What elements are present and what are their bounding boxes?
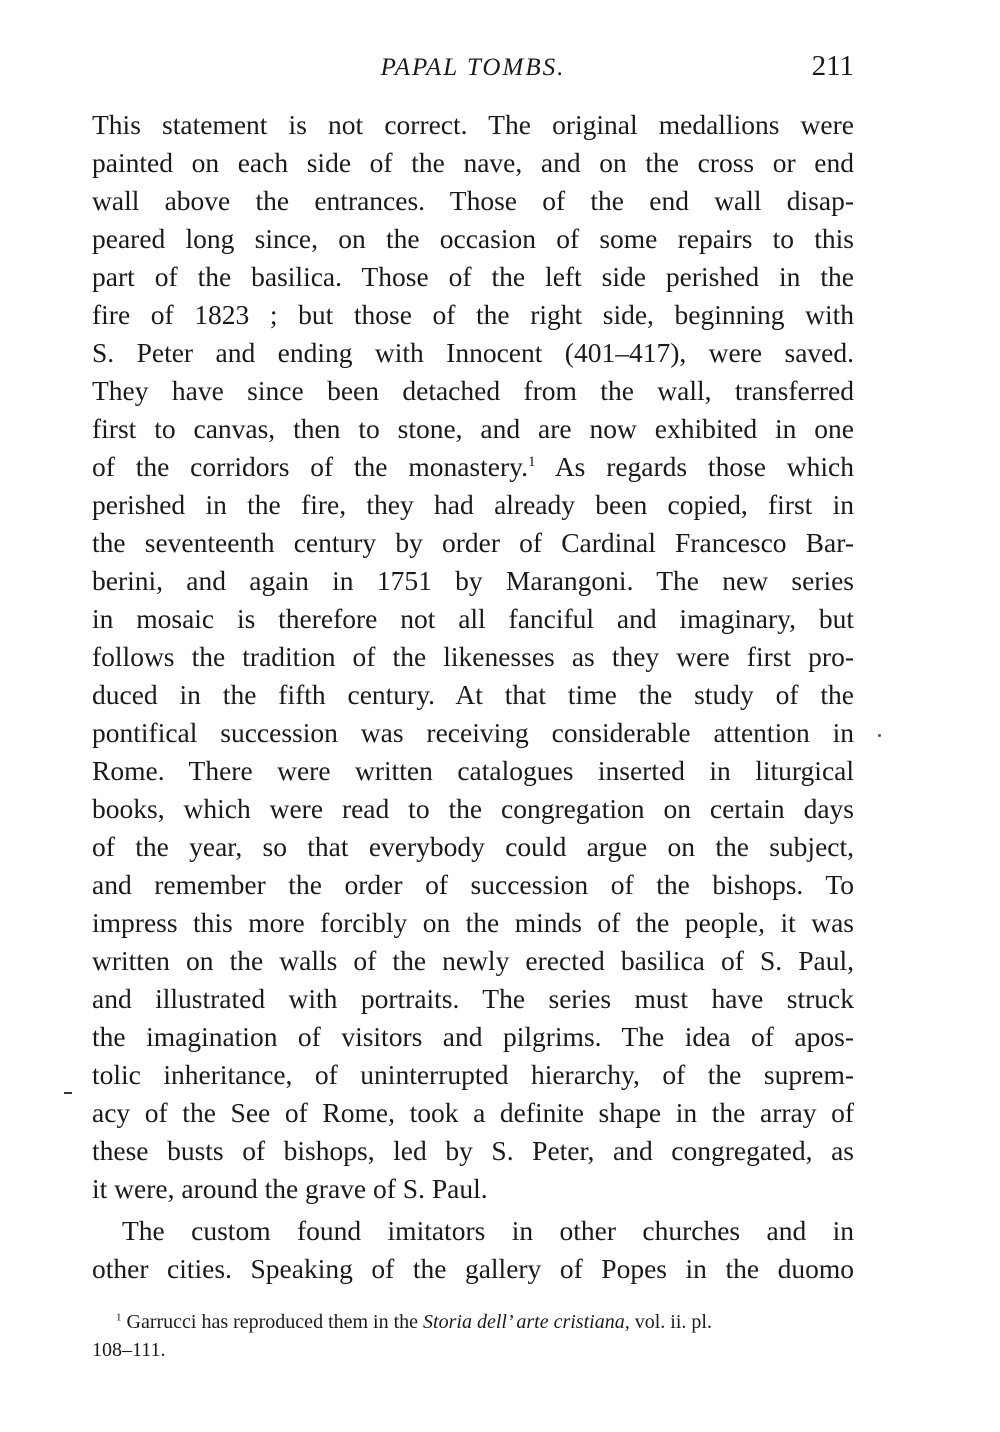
footnote-line: 108–111. xyxy=(92,1339,166,1361)
footnote-line xyxy=(92,1308,854,1336)
text-line: berini, and again in 1751 by Marangoni. The new series xyxy=(92,565,854,596)
text-line: Rome. There were written catalogues inserted in liturgical xyxy=(92,755,854,786)
text-line: The custom found imitators in other churches and in xyxy=(122,1215,854,1246)
text-line: impress this more forcibly on the minds of the people, it was xyxy=(92,907,854,938)
footnote-text: vol. ii. pl. xyxy=(629,1311,712,1333)
text-line: and illustrated with portraits. The series must have struck xyxy=(92,983,854,1014)
text-line: duced in the fifth century. At that time the study of the xyxy=(92,679,854,710)
text-line: it were, around the grave of S. Paul. xyxy=(92,1173,488,1204)
text-line-with-footnote-ref xyxy=(92,448,854,486)
text-line: perished in the fire, they had already been copied, first in xyxy=(92,489,854,520)
running-head: PAPAL TOMBS. xyxy=(380,54,566,81)
text-line: S. Peter and ending with Innocent (401–417), were saved. xyxy=(92,337,854,368)
text-line: painted on each side of the nave, and on the cross or end xyxy=(92,147,854,178)
footnote-title: Storia dell’ arte cristiana, xyxy=(423,1311,630,1333)
text-line: fire of 1823 ; but those of the right side, beginning with xyxy=(92,299,854,330)
text-fragment: of the corridors of the monastery. xyxy=(92,451,528,482)
margin-mark xyxy=(64,1092,72,1094)
footnote-reference: 1 xyxy=(527,453,536,470)
text-line: first to canvas, then to stone, and are now exhibited in one xyxy=(92,413,854,444)
text-line: in mosaic is therefore not all fanciful and imaginary, but xyxy=(92,603,854,634)
text-line: tolic inheritance, of uninterrupted hierarchy, of the suprem- xyxy=(92,1059,854,1090)
text-line: wall above the entrances. Those of the end wall disap- xyxy=(92,185,854,216)
footnote-marker: 1 xyxy=(116,1311,122,1324)
text-line: pontifical succession was receiving considerable attention in xyxy=(92,717,854,748)
text-fragment: As regards those which xyxy=(535,451,854,482)
margin-dot xyxy=(878,734,881,737)
page-header xyxy=(92,50,854,90)
text-line: these busts of bishops, led by S. Peter, and congregated, as xyxy=(92,1135,854,1166)
text-line: They have since been detached from the wall, transferred xyxy=(92,375,854,406)
text-line: follows the tradition of the likenesses as they were first pro- xyxy=(92,641,854,672)
body-text xyxy=(92,106,854,1288)
text-line: written on the walls of the newly erected basilica of S. Paul, xyxy=(92,945,854,976)
text-line: and remember the order of succession of the bishops. To xyxy=(92,869,854,900)
text-line: the imagination of visitors and pilgrims. The idea of apos- xyxy=(92,1021,854,1052)
footnote xyxy=(92,1308,854,1364)
text-line: other cities. Speaking of the gallery of Popes in the duomo xyxy=(92,1253,854,1284)
text-line: part of the basilica. Those of the left side perished in the xyxy=(92,261,854,292)
page-number: 211 xyxy=(811,50,854,82)
text-line: This statement is not correct. The original medallions were xyxy=(92,109,854,140)
text-line: peared long since, on the occasion of some repairs to this xyxy=(92,223,854,254)
text-line: of the year, so that everybody could argue on the subject, xyxy=(92,831,854,862)
footnote-text: Garrucci has reproduced them in the xyxy=(121,1311,424,1333)
text-line: the seventeenth century by order of Cardinal Francesco Bar- xyxy=(92,527,854,558)
text-line: acy of the See of Rome, took a definite shape in the array of xyxy=(92,1097,854,1128)
text-line: books, which were read to the congregation on certain days xyxy=(92,793,854,824)
